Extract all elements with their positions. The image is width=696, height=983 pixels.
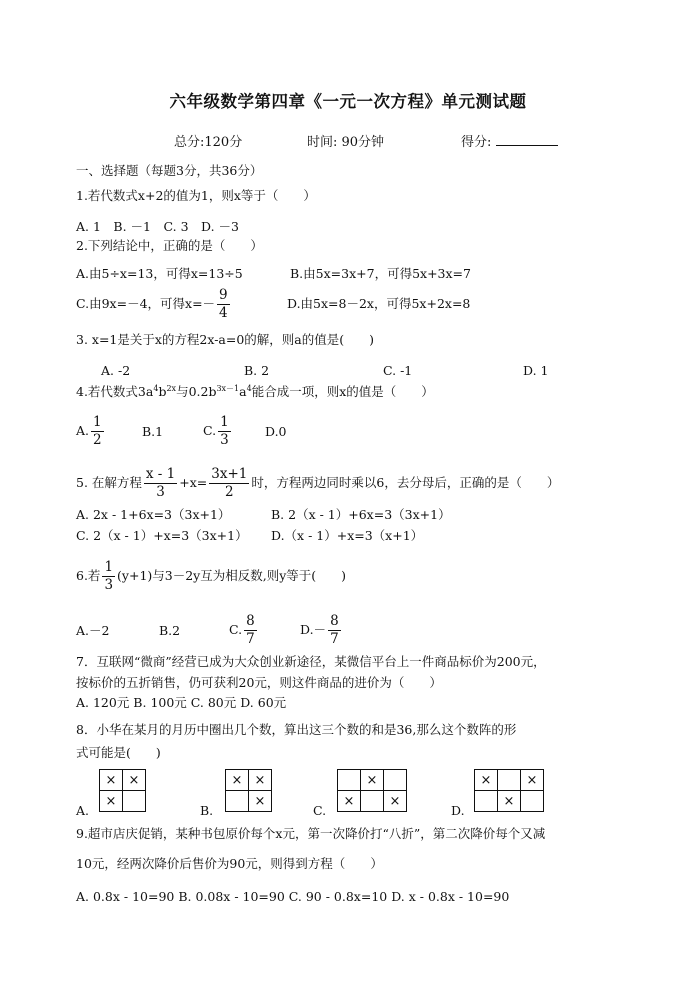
q8-grid-a xyxy=(99,769,146,812)
q6-d-num: 8 xyxy=(330,613,339,629)
q6-fraction xyxy=(102,559,115,594)
score-label: 得分: xyxy=(461,135,492,150)
q5-stem-post: 时，方程两边同时乘以6，去分母后，正确的是（ ） xyxy=(251,475,560,490)
q4-c-label: C. xyxy=(203,423,217,438)
grid-cell: × xyxy=(226,770,249,791)
grid-cell xyxy=(123,791,146,812)
q8-line-1: 8．小华在某月的月历中圈出几个数，算出这三个数的和是36,那么这个数阵的形 xyxy=(76,722,517,737)
q6-d-den: 7 xyxy=(330,631,339,647)
q8-label-d: D. xyxy=(451,803,465,818)
q6-stem xyxy=(76,557,346,595)
q6-den: 3 xyxy=(104,577,114,593)
q2-c-fraction xyxy=(217,287,230,322)
grid-cell: × xyxy=(498,791,521,812)
grid-cell xyxy=(361,791,384,812)
q5-f2-num: 3x+1 xyxy=(211,466,248,482)
q4-stem-post: 能合成一项，则x的值是（ ） xyxy=(251,384,434,400)
q4-option-b: B.1 xyxy=(142,424,164,439)
q1-stem: 1.若代数式x+2的值为1，则x等于（ ） xyxy=(76,188,316,203)
q2-c-den: 4 xyxy=(219,305,228,321)
q2-stem: 2.下列结论中，正确的是（ ） xyxy=(76,238,263,253)
grid-cell: × xyxy=(338,791,361,812)
q4-exp-4: 4 xyxy=(246,384,252,393)
q4-option-a xyxy=(76,412,106,450)
q6-num: 1 xyxy=(104,559,114,575)
q5-stem-pre: 5. 在解方程 xyxy=(76,475,142,490)
q4-a-label: A. xyxy=(76,423,90,438)
q4-c-fraction xyxy=(218,414,231,449)
q5-option-b: B. 2（x - 1）+6x=3（3x+1） xyxy=(271,507,451,522)
q2-option-b: B.由5x=3x+7，可得5x+3x=7 xyxy=(290,266,471,281)
q7-line-2: 按标价的五折销售，仍可获利20元，则这件商品的进价为（ ） xyxy=(76,675,442,690)
q6-c-label: C. xyxy=(229,622,243,637)
q4-option-c xyxy=(203,412,233,450)
q8-grid-c xyxy=(337,769,407,812)
grid-cell: × xyxy=(249,791,272,812)
q5-stem-mid: +x= xyxy=(179,475,208,490)
q6-option-b: B.2 xyxy=(159,623,181,638)
q6-d-label: D.－ xyxy=(300,622,327,637)
q5-option-c: C. 2（x - 1）+x=3（3x+1） xyxy=(76,528,248,543)
q6-option-a: A.－2 xyxy=(76,623,110,638)
grid-cell xyxy=(475,791,498,812)
q4-a-num: 1 xyxy=(93,414,102,430)
q8-label-c: C. xyxy=(313,803,327,818)
grid-cell xyxy=(521,791,544,812)
q4-exp-2: 2x xyxy=(166,384,177,393)
q5-fraction-1 xyxy=(144,466,177,501)
grid-cell: × xyxy=(475,770,498,791)
q5-f2-den: 2 xyxy=(225,484,234,500)
q2-option-a: A.由5÷x=13，可得x=13÷5 xyxy=(76,266,243,281)
q6-c-num: 8 xyxy=(246,613,255,629)
score-blank xyxy=(496,133,558,146)
grid-cell xyxy=(498,770,521,791)
q8-line-2: 式可能是( ) xyxy=(76,745,161,760)
q4-c-den: 3 xyxy=(220,432,229,448)
q3-option-d: D. 1 xyxy=(523,363,549,378)
q8-grid-b xyxy=(225,769,272,812)
q5-fraction-2 xyxy=(209,466,249,501)
q6-c-den: 7 xyxy=(246,631,255,647)
q7-options: A. 120元 B. 100元 C. 80元 D. 60元 xyxy=(76,695,287,710)
q4-a-den: 2 xyxy=(93,432,102,448)
q9-line-2: 10元，经两次降价后售价为90元，则得到方程（ ） xyxy=(76,856,383,871)
q2-c-text: C.由9x=－4，可得x=－ xyxy=(76,296,216,311)
grid-cell: × xyxy=(384,791,407,812)
q4-stem-mid: 与0.2b xyxy=(176,384,217,400)
q4-a-fraction xyxy=(91,414,104,449)
q5-option-a: A. 2x - 1+6x=3（3x+1） xyxy=(76,507,231,522)
q1-options: A. 1 B. －1 C. 3 D. －3 xyxy=(76,219,240,234)
q3-option-b: B. 2 xyxy=(244,363,270,378)
grid-cell: × xyxy=(361,770,384,791)
q3-stem: 3. x=1是关于x的方程2x-a=0的解，则a的值是( ) xyxy=(76,332,375,347)
q9-options: A. 0.8x - 10=90 B. 0.08x - 10=90 C. 90 - 0.8x=10 D. x - 0.8x - 10=90 xyxy=(76,889,510,904)
q2-option-d: D.由5x=8－2x，可得5x+2x=8 xyxy=(287,296,471,311)
q6-option-d xyxy=(300,611,343,649)
q4-c-num: 1 xyxy=(220,414,229,430)
time-limit: 时间: 90分钟 xyxy=(307,135,385,150)
grid-cell: × xyxy=(100,770,123,791)
total-score: 总分:120分 xyxy=(174,135,243,150)
q5-option-d: D.（x - 1）+x=3（x+1） xyxy=(271,528,424,543)
q3-option-a: A. -2 xyxy=(101,363,131,378)
q4-stem-pre: 4.若代数式3a xyxy=(76,384,154,400)
grid-cell xyxy=(384,770,407,791)
q6-d-fraction xyxy=(328,613,341,648)
q4-exp-3: 3x－1 xyxy=(216,384,240,393)
q8-label-a: A. xyxy=(76,803,90,818)
grid-cell: × xyxy=(100,791,123,812)
q8-label-b: B. xyxy=(200,803,214,818)
q9-line-1: 9.超市店庆促销，某种书包原价每个x元，第一次降价打“八折”，第二次降价每个又减 xyxy=(76,826,546,841)
q6-option-c xyxy=(229,611,259,649)
q5-f1-den: 3 xyxy=(156,484,165,500)
q5-stem xyxy=(76,464,559,502)
grid-cell: × xyxy=(521,770,544,791)
grid-cell: × xyxy=(123,770,146,791)
q6-stem-post: (y+1)与3－2y互为相反数,则y等于( ) xyxy=(117,568,347,583)
q4-stem xyxy=(76,381,434,400)
q5-f1-num: x - 1 xyxy=(145,466,176,482)
grid-cell xyxy=(226,791,249,812)
score-field xyxy=(461,131,558,150)
q4-exp-1: 4 xyxy=(153,384,159,393)
q8-grid-d xyxy=(474,769,544,812)
q2-c-num: 9 xyxy=(219,287,228,303)
q4-stem-a: a xyxy=(239,384,247,400)
q6-c-fraction xyxy=(244,613,257,648)
q6-stem-pre: 6.若 xyxy=(76,568,101,583)
section-heading: 一、选择题（每题3分，共36分） xyxy=(76,163,263,178)
q4-stem-b: b xyxy=(158,384,167,400)
q4-option-d: D.0 xyxy=(265,424,287,439)
grid-cell: × xyxy=(249,770,272,791)
grid-cell xyxy=(338,770,361,791)
q3-option-c: C. -1 xyxy=(383,363,413,378)
page-title: 六年级数学第四章《一元一次方程》单元测试题 xyxy=(169,92,527,111)
q2-option-c xyxy=(76,285,232,323)
q7-line-1: 7．互联网“微商”经营已成为大众创业新途径，某微信平台上一件商品标价为200元， xyxy=(76,654,546,669)
